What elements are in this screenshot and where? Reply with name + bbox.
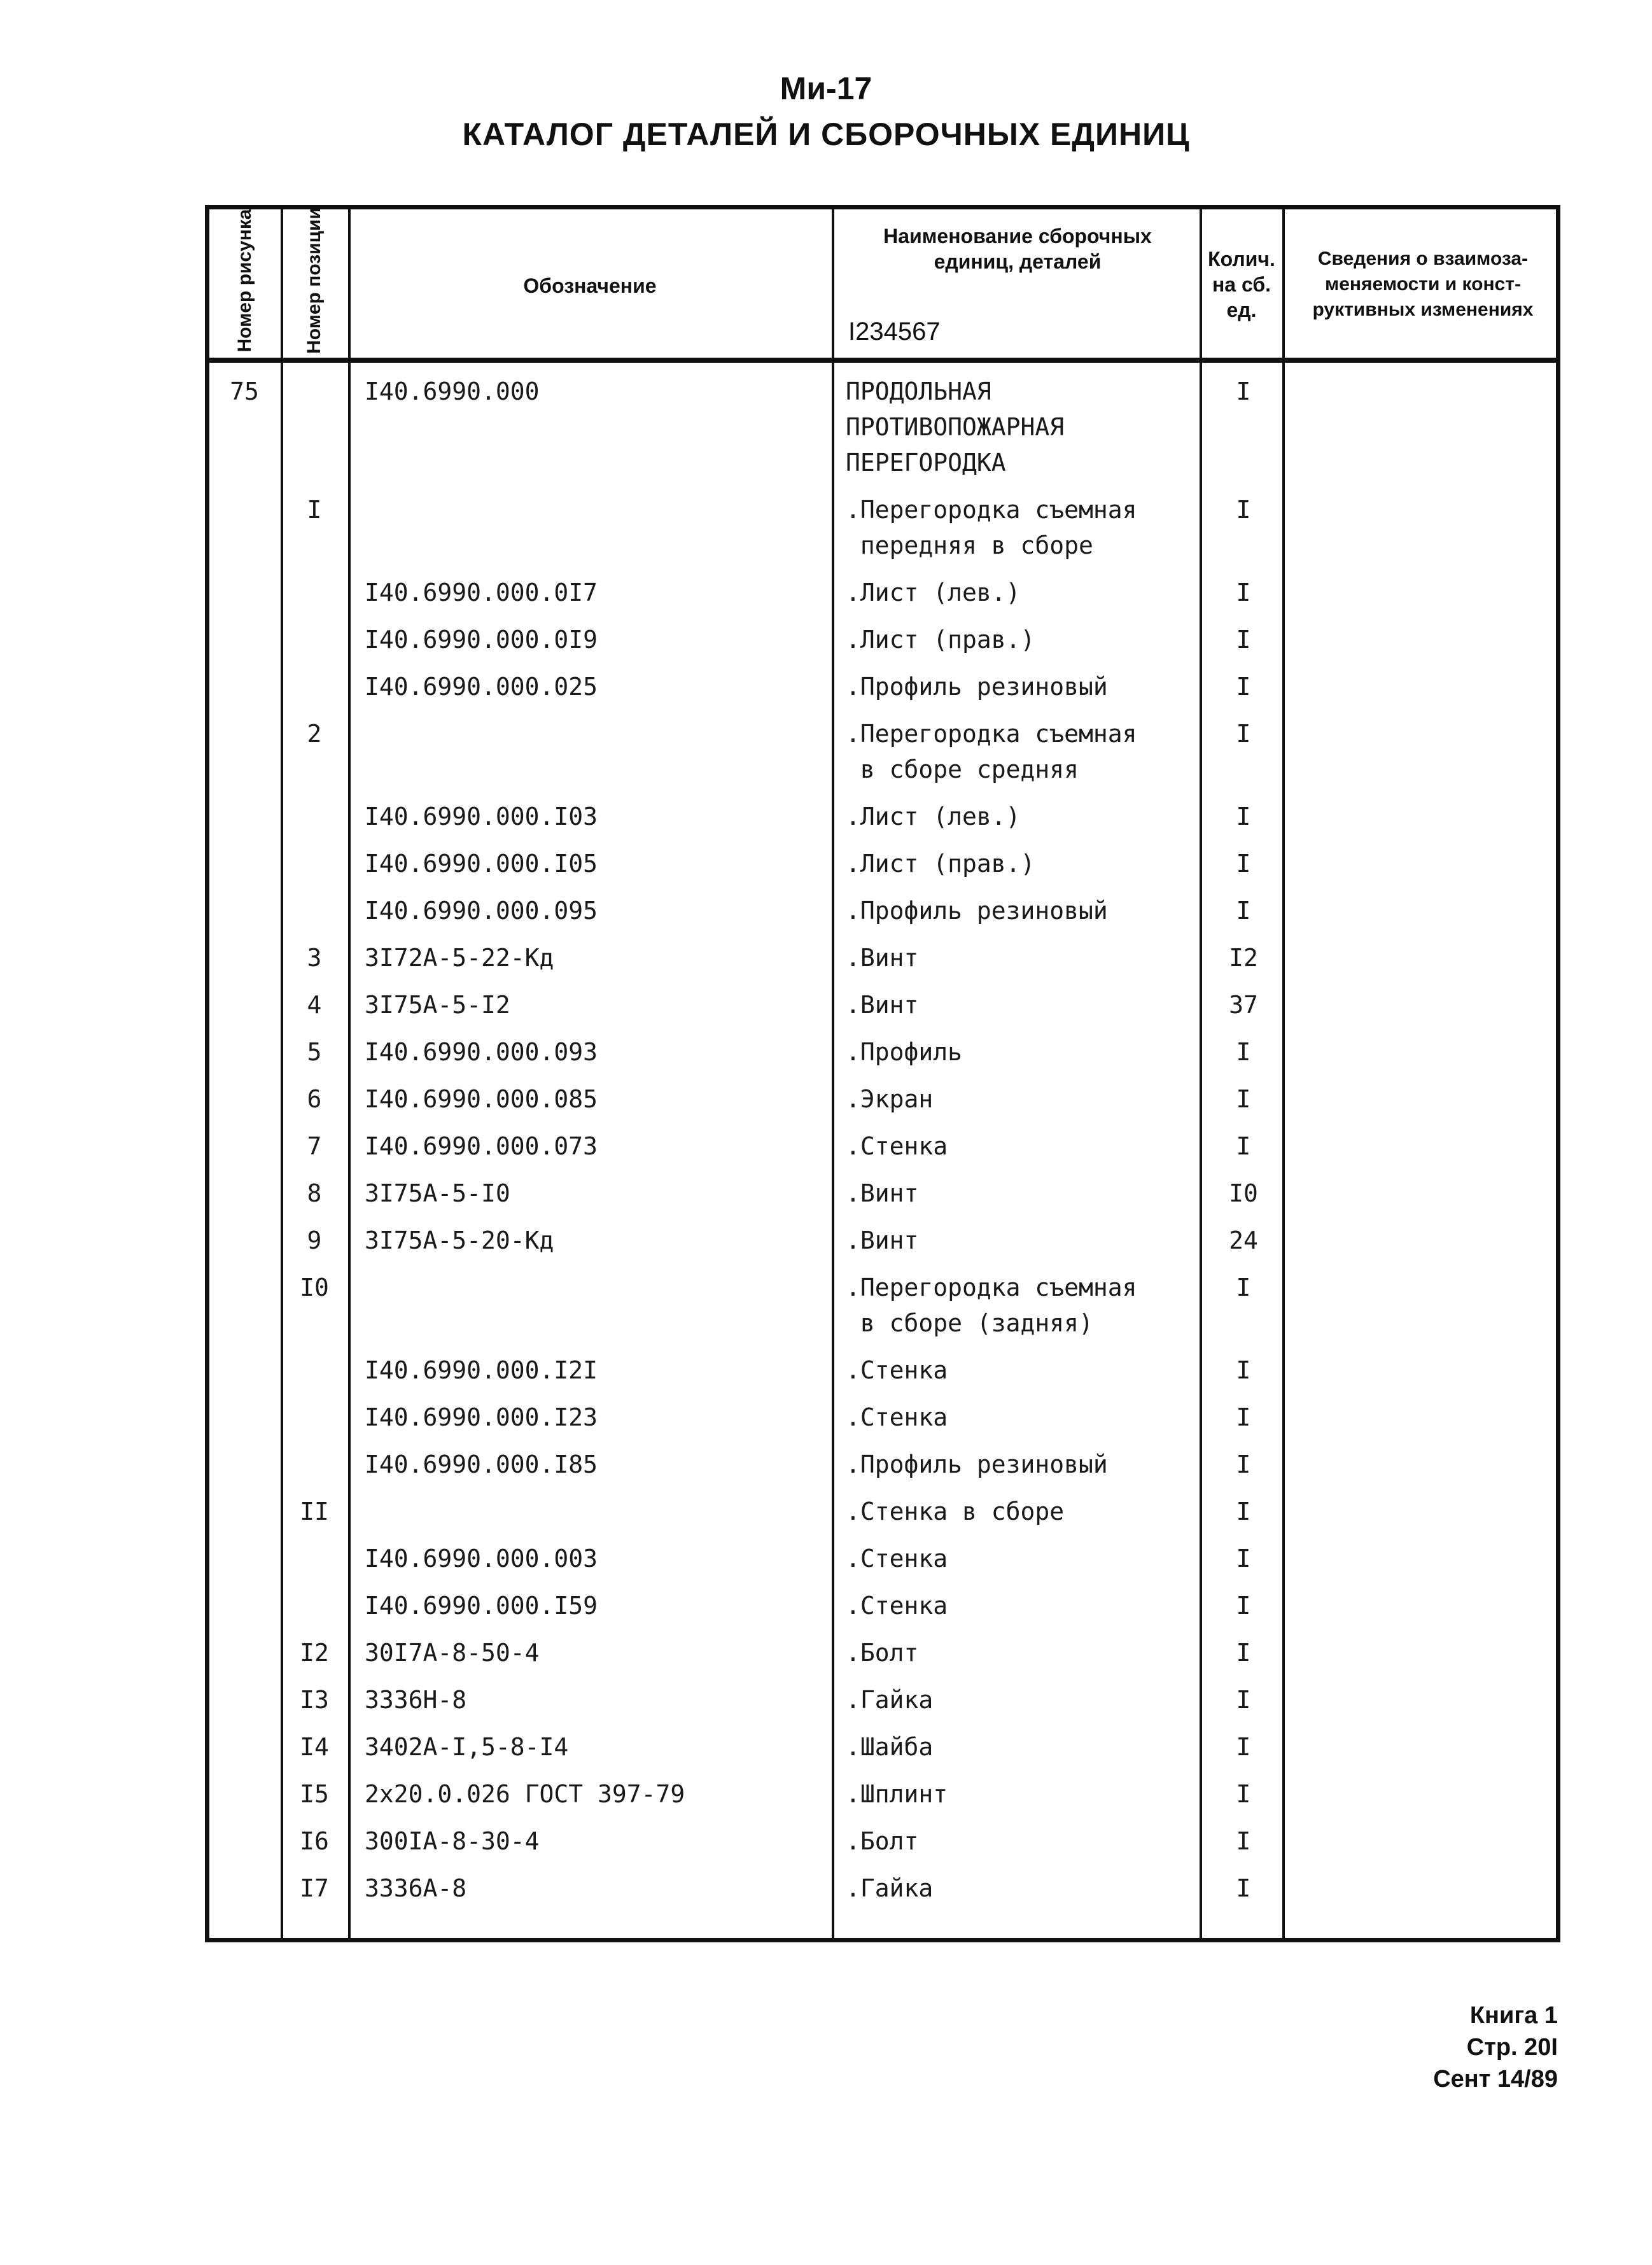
col-divider <box>832 209 834 1938</box>
row-position-number: II <box>300 1497 329 1525</box>
row-position-number: I3 <box>300 1686 329 1714</box>
row-quantity: I <box>1236 850 1251 878</box>
row-designation: I40.6990.000.I23 <box>365 1403 598 1431</box>
row-name-line: .Профиль резиновый <box>846 673 1108 701</box>
header-interchangeability: Сведения о взаимоза- меняемости и конст- руктивных изменениях <box>1312 248 1534 320</box>
row-position-number: 9 <box>307 1226 322 1254</box>
row-position-number: I <box>307 496 322 524</box>
row-designation: I40.6990.000.I03 <box>365 803 598 831</box>
row-name-line: в сборе (задняя) <box>846 1309 1093 1337</box>
row-position-number: I7 <box>300 1874 329 1902</box>
row-name-line: .Болт <box>846 1639 919 1667</box>
row-designation: I40.6990.000.I85 <box>365 1450 598 1478</box>
row-designation: I40.6990.000.093 <box>365 1038 598 1066</box>
row-name-line: .Стенка <box>846 1403 948 1431</box>
row-designation: 3402А-I,5-8-I4 <box>365 1733 569 1761</box>
row-designation: I40.6990.000.095 <box>365 897 598 925</box>
row-name-line: передняя в сборе <box>846 531 1093 559</box>
row-name-line: .Лист (лев.) <box>846 803 1021 831</box>
row-name-line: .Стенка в сборе <box>846 1497 1065 1525</box>
row-position-number: I4 <box>300 1733 329 1761</box>
header-figure-number: Номер рисунка <box>234 209 255 353</box>
row-quantity: I <box>1236 1780 1251 1808</box>
footer-date: Сент 14/89 <box>1433 2066 1558 2093</box>
header-separator <box>209 358 1556 363</box>
row-position-number: 6 <box>307 1085 322 1113</box>
row-position-number: 2 <box>307 720 322 748</box>
header-position-number: Номер позиции <box>304 207 325 354</box>
row-designation: 30I7А-8-50-4 <box>365 1639 540 1667</box>
row-name-line: .Перегородка съемная <box>846 720 1137 748</box>
row-name-line: .Винт <box>846 1226 919 1254</box>
row-designation: I40.6990.000.0I7 <box>365 579 598 607</box>
row-name-line: .Профиль резиновый <box>846 897 1108 925</box>
row-position-number: 7 <box>307 1132 322 1160</box>
row-position-number: 5 <box>307 1038 322 1066</box>
row-position-number: I5 <box>300 1780 329 1808</box>
row-name-line: .Стенка <box>846 1356 948 1384</box>
doc-title: КАТАЛОГ ДЕТАЛЕЙ И СБОРОЧНЫХ ЕДИНИЦ <box>462 116 1190 152</box>
col-divider <box>281 209 283 1938</box>
row-quantity: I <box>1236 1273 1251 1301</box>
row-quantity: I <box>1236 1403 1251 1431</box>
header-name-code: I234567 <box>848 318 941 346</box>
row-quantity: I <box>1236 673 1251 701</box>
row-quantity: I <box>1236 1592 1251 1620</box>
row-position-number: 4 <box>307 991 322 1019</box>
row-name-line: .Стенка <box>846 1132 948 1160</box>
row-designation: I40.6990.000.I05 <box>365 850 598 878</box>
row-quantity: I <box>1236 496 1251 524</box>
row-quantity: I <box>1236 1497 1251 1525</box>
row-quantity: I <box>1236 626 1251 654</box>
row-name-line: .Перегородка съемная <box>846 1273 1137 1301</box>
row-name-line: .Экран <box>846 1085 934 1113</box>
row-quantity: 37 <box>1229 991 1258 1019</box>
row-designation: 3336А-8 <box>365 1874 467 1902</box>
row-name-line: ПРОТИВОПОЖАРНАЯ <box>846 413 1065 441</box>
row-name-line: .Лист (прав.) <box>846 850 1035 878</box>
row-quantity: I <box>1236 1733 1251 1761</box>
row-quantity: I <box>1236 803 1251 831</box>
footer-book: Книга 1 <box>1469 2002 1558 2029</box>
col-divider <box>348 209 351 1938</box>
row-position-number: 3 <box>307 944 322 972</box>
row-quantity: I <box>1236 1874 1251 1902</box>
row-name-line: ПРОДОЛЬНАЯ <box>846 377 991 405</box>
row-position-number: 8 <box>307 1179 322 1207</box>
row-name-line: .Винт <box>846 1179 919 1207</box>
row-designation: 3I75А-5-I2 <box>365 991 510 1019</box>
row-name-line: ПЕРЕГОРОДКА <box>846 449 1006 477</box>
footer-page: Стр. 20I <box>1466 2034 1558 2061</box>
header-quantity: Колич. на сб. ед. <box>1208 248 1275 321</box>
row-name-line: .Шайба <box>846 1733 934 1761</box>
row-quantity: I <box>1236 1545 1251 1573</box>
row-name-line: .Стенка <box>846 1545 948 1573</box>
row-name-line: .Болт <box>846 1827 919 1855</box>
row-quantity: I <box>1236 579 1251 607</box>
row-designation: 3I75А-5-I0 <box>365 1179 510 1207</box>
row-designation: 2х20.0.026 ГОСТ 397-79 <box>365 1780 685 1808</box>
row-quantity: I <box>1236 720 1251 748</box>
row-name-line: .Шплинт <box>846 1780 948 1808</box>
row-name-line: .Винт <box>846 944 919 972</box>
row-designation: I40.6990.000.003 <box>365 1545 598 1573</box>
row-name-line: .Стенка <box>846 1592 948 1620</box>
row-name-line: .Лист (прав.) <box>846 626 1035 654</box>
row-quantity: I <box>1236 1639 1251 1667</box>
row-name-line: .Профиль <box>846 1038 963 1066</box>
header-name: Наименование сборочных единиц, деталей <box>883 225 1152 273</box>
row-name-line: .Лист (лев.) <box>846 579 1021 607</box>
row-designation: I40.6990.000 <box>365 377 540 405</box>
row-designation: I40.6990.000.025 <box>365 673 598 701</box>
row-designation: I40.6990.000.I2I <box>365 1356 598 1384</box>
row-name-line: .Гайка <box>846 1874 934 1902</box>
row-quantity: I <box>1236 1686 1251 1714</box>
row-position-number: I6 <box>300 1827 329 1855</box>
row-designation: 3I75А-5-20-Кд <box>365 1226 554 1254</box>
row-quantity: I <box>1236 1085 1251 1113</box>
row-designation: 3I72А-5-22-Кд <box>365 944 554 972</box>
row-designation: I40.6990.000.I59 <box>365 1592 598 1620</box>
row-quantity: I <box>1236 1038 1251 1066</box>
row-name-line: .Профиль резиновый <box>846 1450 1108 1478</box>
row-figure-number: 75 <box>230 377 259 405</box>
row-quantity: I <box>1236 1827 1251 1855</box>
row-name-line: .Винт <box>846 991 919 1019</box>
row-position-number: I0 <box>300 1273 329 1301</box>
row-designation: I40.6990.000.073 <box>365 1132 598 1160</box>
row-designation: I40.6990.000.085 <box>365 1085 598 1113</box>
row-position-number: I2 <box>300 1639 329 1667</box>
row-quantity: I2 <box>1229 944 1258 972</box>
row-designation: I40.6990.000.0I9 <box>365 626 598 654</box>
row-name-line: .Перегородка съемная <box>846 496 1137 524</box>
row-designation: 300IА-8-30-4 <box>365 1827 540 1855</box>
row-quantity: I <box>1236 1450 1251 1478</box>
row-quantity: I <box>1236 897 1251 925</box>
row-designation: 3336Н-8 <box>365 1686 467 1714</box>
row-quantity: I <box>1236 1132 1251 1160</box>
row-quantity: 24 <box>1229 1226 1258 1254</box>
row-quantity: I0 <box>1229 1179 1258 1207</box>
row-quantity: I <box>1236 1356 1251 1384</box>
row-name-line: в сборе средняя <box>846 755 1079 783</box>
row-quantity: I <box>1236 377 1251 405</box>
row-name-line: .Гайка <box>846 1686 934 1714</box>
parts-table <box>205 205 1560 1942</box>
header-designation: Обозначение <box>523 274 657 297</box>
doc-model: Ми-17 <box>780 71 872 106</box>
